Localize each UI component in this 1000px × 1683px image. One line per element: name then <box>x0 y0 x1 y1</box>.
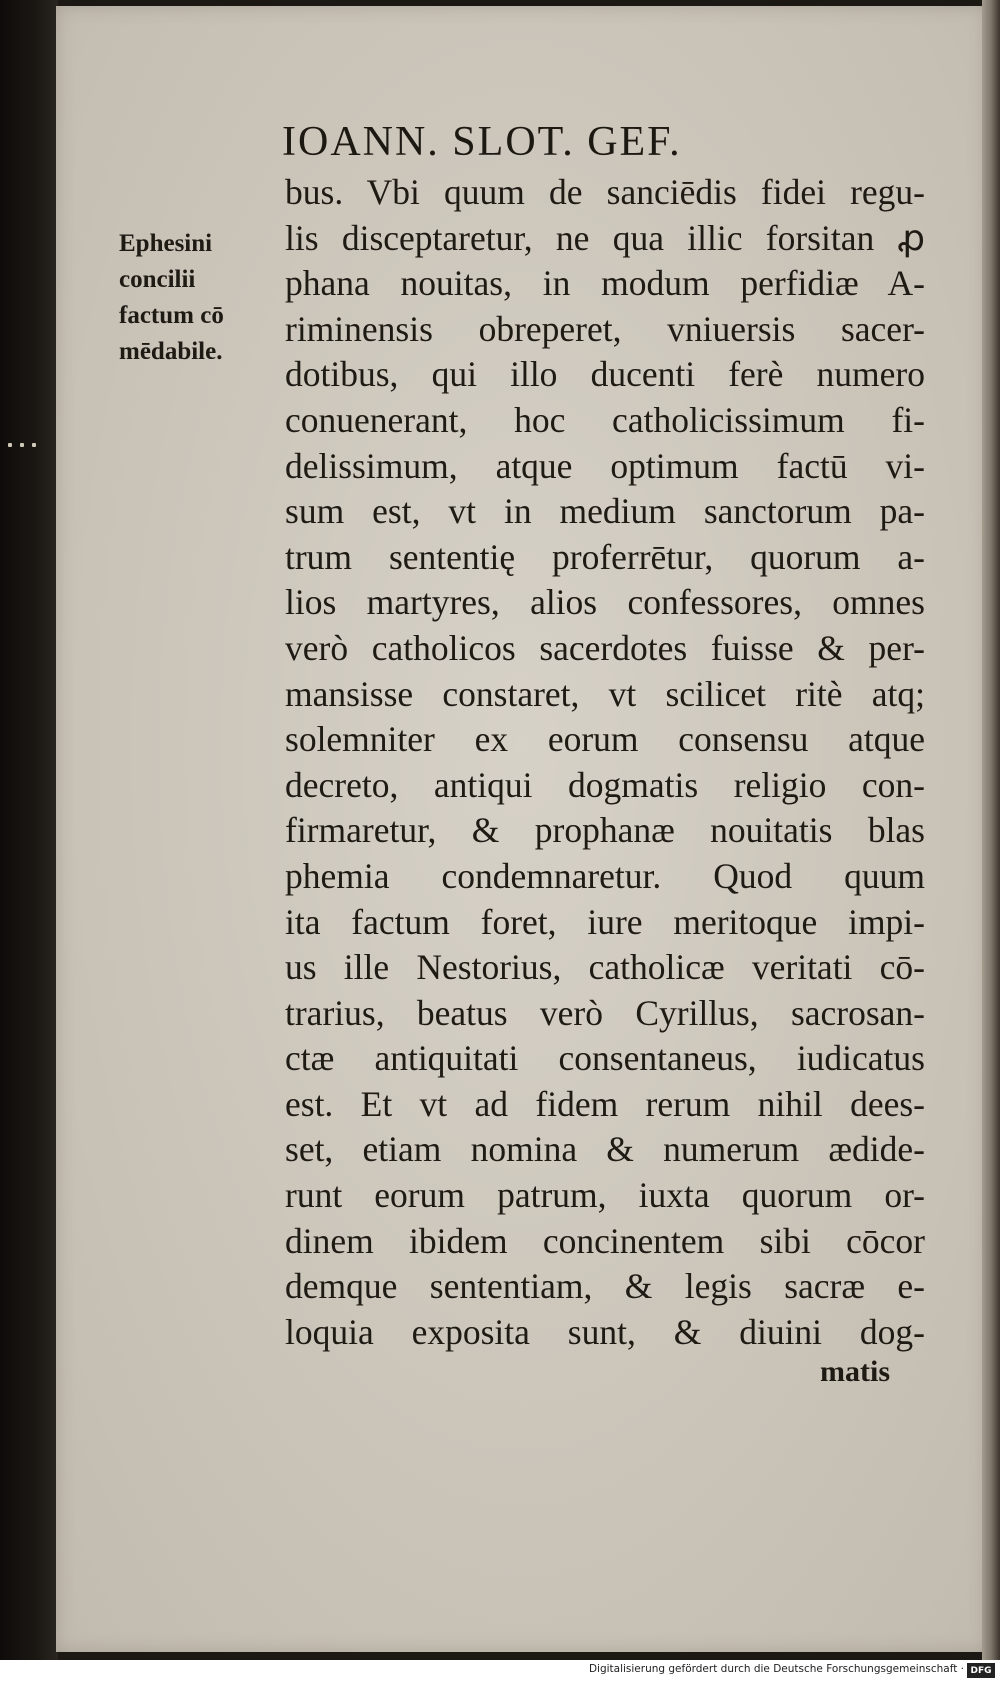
text-line: verò catholicos sacerdotes fuisse & per- <box>285 627 925 668</box>
text-line: est. Et vt ad fidem rerum nihil dees- <box>285 1083 925 1124</box>
text-line: riminensis obreperet, vniuersis sacer- <box>285 308 925 349</box>
text-line: dotibus, qui illo ducenti ferè numero <box>285 354 925 395</box>
text-line: sum est, vt in medium sanctorum pa- <box>285 491 925 532</box>
dfg-logo: DFG <box>967 1663 995 1678</box>
body-text <box>285 170 925 1355</box>
marginal-note-line: factum cō <box>119 302 224 329</box>
text-line: lios martyres, alios confessores, omnes <box>285 582 925 623</box>
text-line: set, etiam nomina & numerum ædide- <box>285 1129 925 1170</box>
catchword: matis <box>820 1355 890 1388</box>
text-line: ctæ antiquitati consentaneus, iudicatus <box>285 1038 925 1079</box>
text-line: demque sententiam, & legis sacræ e- <box>285 1266 925 1307</box>
marginal-note-line: mēdabile. <box>119 338 223 365</box>
text-line: dinem ibidem concinentem sibi cōcor <box>285 1220 925 1261</box>
text-line: solemniter ex eorum consensu atque <box>285 719 925 760</box>
page-fore-edge <box>982 0 1000 1660</box>
text-line: delissimum, atque optimum factū vi- <box>285 445 925 486</box>
text-line: decreto, antiqui dogmatis religio con- <box>285 764 925 805</box>
text-line: mansisse constaret, vt scilicet ritè atq; <box>285 673 925 714</box>
marginal-note-line: Ephesini <box>119 230 213 257</box>
marginal-note-line: concilii <box>119 266 196 293</box>
footer-bar <box>0 1660 1000 1683</box>
text-line: ita factum foret, iure meritoque impi- <box>285 901 925 942</box>
text-line: loquia exposita sunt, & diuini dog- <box>285 1311 925 1352</box>
running-head: IOANN. SLOT. GEF. <box>282 119 682 165</box>
funding-credit: Digitalisierung gefördert durch die Deutsche Forschungsgemeinschaft · <box>588 1663 964 1675</box>
text-line: us ille Nestorius, catholicæ veritati cō- <box>285 947 925 988</box>
text-line: trum sententię proferrētur, quorum a- <box>285 536 925 577</box>
text-line: firmaretur, & prophanæ nouitatis blas <box>285 810 925 851</box>
text-line: phana nouitas, in modum perfidiæ A- <box>285 263 925 304</box>
text-line: trarius, beatus verò Cyrillus, sacrosan- <box>285 992 925 1033</box>
book-spine-edge <box>0 0 58 1660</box>
text-line: conuenerant, hoc catholicissimum fi- <box>285 399 925 440</box>
text-line: bus. Vbi quum de sanciēdis fidei regu- <box>285 172 925 212</box>
marginal-note <box>119 226 224 370</box>
text-line: lis disceptaretur, ne qua illic forsitan ꝓ <box>285 217 925 258</box>
text-line: phemia condemnaretur. Quod quum <box>285 855 925 896</box>
text-line: runt eorum patrum, iuxta quorum or- <box>285 1175 925 1216</box>
spine-dots <box>8 432 44 451</box>
